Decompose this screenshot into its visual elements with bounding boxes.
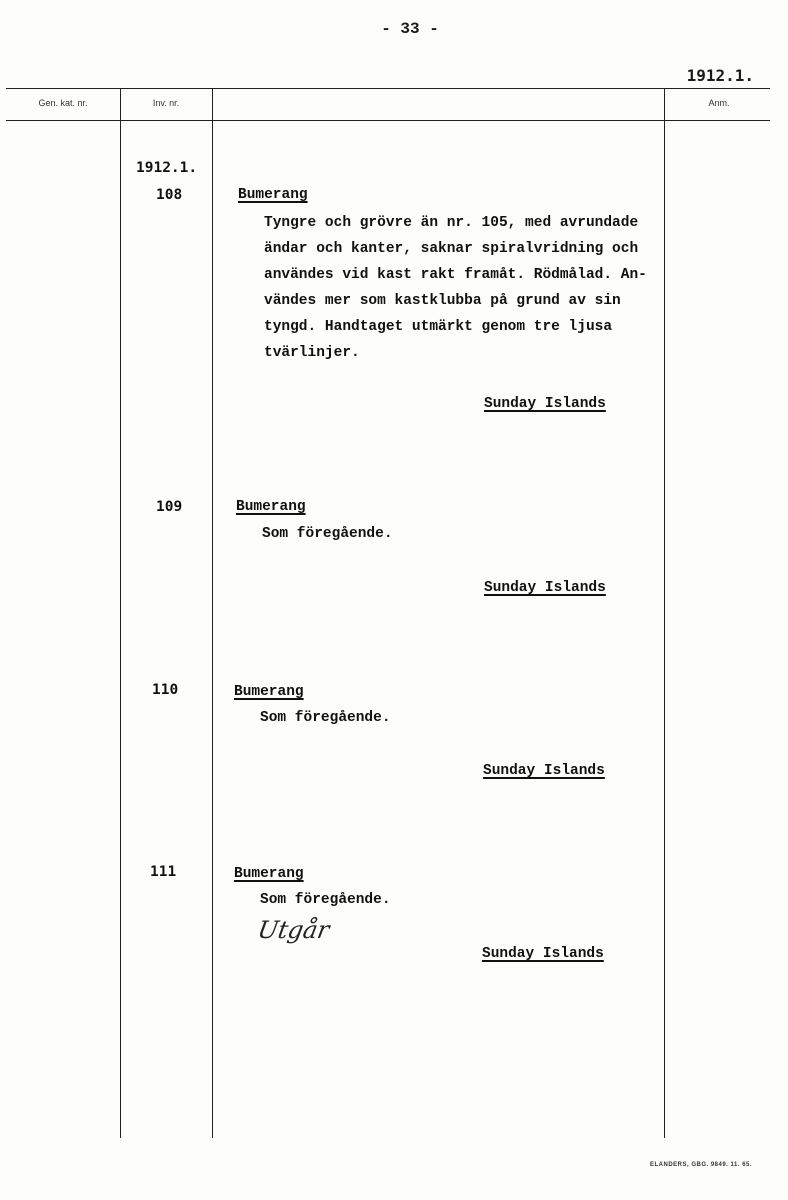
entry-description bbox=[264, 210, 647, 366]
entry-title: Bumerang bbox=[238, 187, 308, 203]
column-header-inv-nr: Inv. nr. bbox=[152, 98, 180, 108]
handwritten-signature: Utgår bbox=[255, 916, 332, 944]
inv-number: 111 bbox=[150, 864, 177, 880]
inv-number: 108 bbox=[156, 187, 183, 203]
inv-number: 110 bbox=[152, 682, 179, 698]
entry-place: Sunday Islands bbox=[483, 763, 605, 779]
description-line: ändar och kanter, saknar spiralvridning och bbox=[264, 241, 639, 257]
column-divider-2 bbox=[212, 88, 213, 1138]
entry-description: Som föregående. bbox=[260, 710, 391, 726]
entry-title: Bumerang bbox=[236, 499, 306, 515]
entry-title: Bumerang bbox=[234, 684, 304, 700]
entry-description: Som föregående. bbox=[262, 526, 393, 542]
description-line: tvärlinjer. bbox=[264, 345, 360, 361]
column-header-anm: Anm. bbox=[708, 98, 730, 108]
entry-place: Sunday Islands bbox=[484, 396, 606, 412]
catalog-entry-number: 1912.1. bbox=[136, 160, 198, 176]
description-line: Tyngre och grövre än nr. 105, med avrundade bbox=[264, 215, 639, 231]
column-divider-3 bbox=[664, 88, 665, 1138]
printer-imprint: ELANDERS, GBG. 9849. 11. 65. bbox=[650, 1162, 753, 1168]
description-line: tyngd. Handtaget utmärkt genom tre ljusa bbox=[264, 319, 613, 335]
entry-description: Som föregående. bbox=[260, 892, 391, 908]
description-line: vändes mer som kastklubba på grund av sin bbox=[264, 293, 621, 309]
entry-place: Sunday Islands bbox=[484, 580, 606, 596]
catalog-number-header: 1912.1. bbox=[686, 66, 754, 85]
entry-place: Sunday Islands bbox=[482, 946, 604, 962]
page-number: - 33 - bbox=[381, 20, 439, 38]
column-divider-1 bbox=[120, 88, 121, 1138]
description-line: användes vid kast rakt framåt. Rödmålad. An- bbox=[264, 267, 647, 283]
column-header-gen-kat: Gen. kat. nr. bbox=[38, 98, 88, 108]
entry-title: Bumerang bbox=[234, 866, 304, 882]
inv-number: 109 bbox=[156, 499, 183, 515]
